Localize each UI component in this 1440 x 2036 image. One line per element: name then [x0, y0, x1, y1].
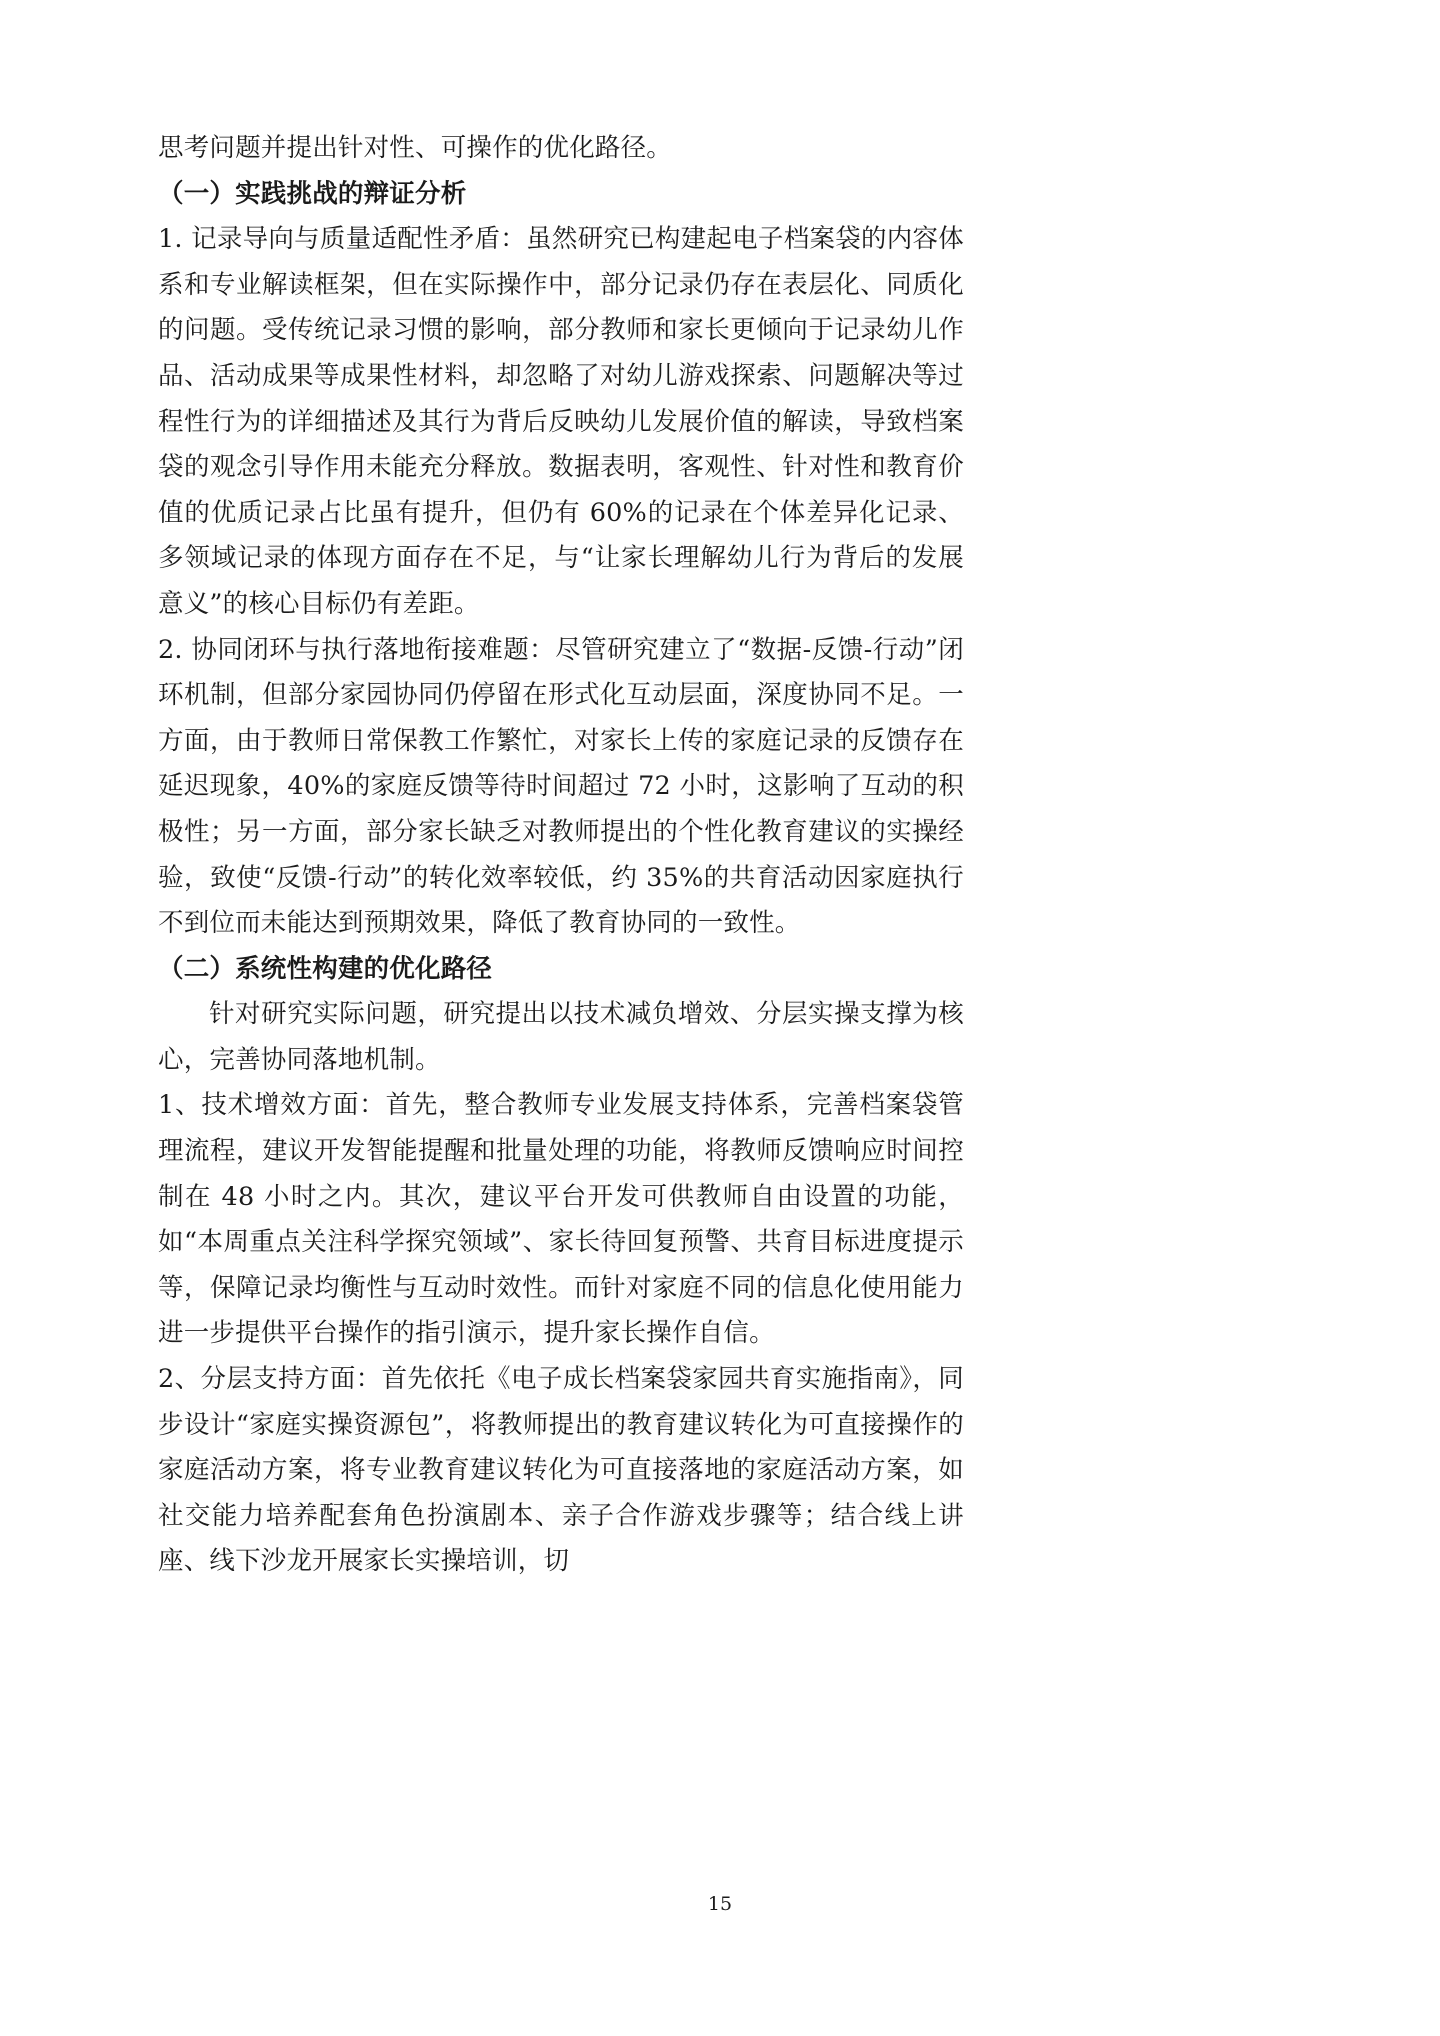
- paragraph-point-1-technology: 1、技术增效方面：首先，整合教师专业发展支持体系，完善档案袋管理流程，建议开发智能提醒和批量处理的功能，将教师反馈响应时间控制在 48 小时之内。其次，建议平台开发可供教师自由设置的功能，如“本周重点关注科学探究领域”、家长待回复预警、共育目标进度提示等，保障记录均衡性与互动时效性。而针对家庭不同的信息化使用能力进一步提供平台操作的指引演示，提升家长操作自信。: [158, 1090, 964, 1349]
- paragraph-continued-intro: 思考问题并提出针对性、可操作的优化路径。: [158, 133, 673, 163]
- paragraph-point-2-tiered-support: 2、分层支持方面：首先依托《电子成长档案袋家园共育实施指南》，同步设计“家庭实操资源包”，将教师提出的教育建议转化为可直接操作的家庭活动方案，将专业教育建议转化为可直接落地的家庭活动方案，如社交能力培养配套角色扮演剧本、亲子合作游戏步骤等；结合线上讲座、线下沙龙开展家长实操培训，切: [158, 1364, 964, 1577]
- page-number: 15: [707, 1893, 733, 1915]
- paragraph-optimization-intro: 针对研究实际问题，研究提出以技术减负增效、分层实操支撑为核心，完善协同落地机制。: [158, 999, 964, 1075]
- heading-section-one: （一）实践挑战的辩证分析: [158, 178, 467, 209]
- paragraph-item-1: 1. 记录导向与质量适配性矛盾：虽然研究已构建起电子档案袋的内容体系和专业解读框架，但在实际操作中，部分记录仍存在表层化、同质化的问题。受传统记录习惯的影响，部分教师和家长更倾向于记录幼儿作品、活动成果等成果性材料，却忽略了对幼儿游戏探索、问题解决等过程性行为的详细描述及其行为背后反映幼儿发展价值的解读，导致档案袋的观念引导作用未能充分释放。数据表明，客观性、针对性和教育价值的优质记录占比虽有提升，但仍有 60%的记录在个体差异化记录、多领域记录的体现方面存在不足，与“让家长理解幼儿行为背后的发展意义”的核心目标仍有差距。: [158, 224, 964, 619]
- page-text-body: [158, 126, 964, 1585]
- heading-section-two: （二）系统性构建的优化路径: [158, 953, 493, 984]
- paragraph-item-2: 2. 协同闭环与执行落地衔接难题：尽管研究建立了“数据-反馈-行动”闭环机制，但部分家园协同仍停留在形式化互动层面，深度协同不足。一方面，由于教师日常保教工作繁忙，对家长上传的家庭记录的反馈存在延迟现象，40%的家庭反馈等待时间超过 72 小时，这影响了互动的积极性；另一方面，部分家长缺乏对教师提出的个性化教育建议的实操经验，致使“反馈-行动”的转化效率较低，约 35%的共育活动因家庭执行不到位而未能达到预期效果，降低了教育协同的一致性。: [158, 634, 964, 939]
